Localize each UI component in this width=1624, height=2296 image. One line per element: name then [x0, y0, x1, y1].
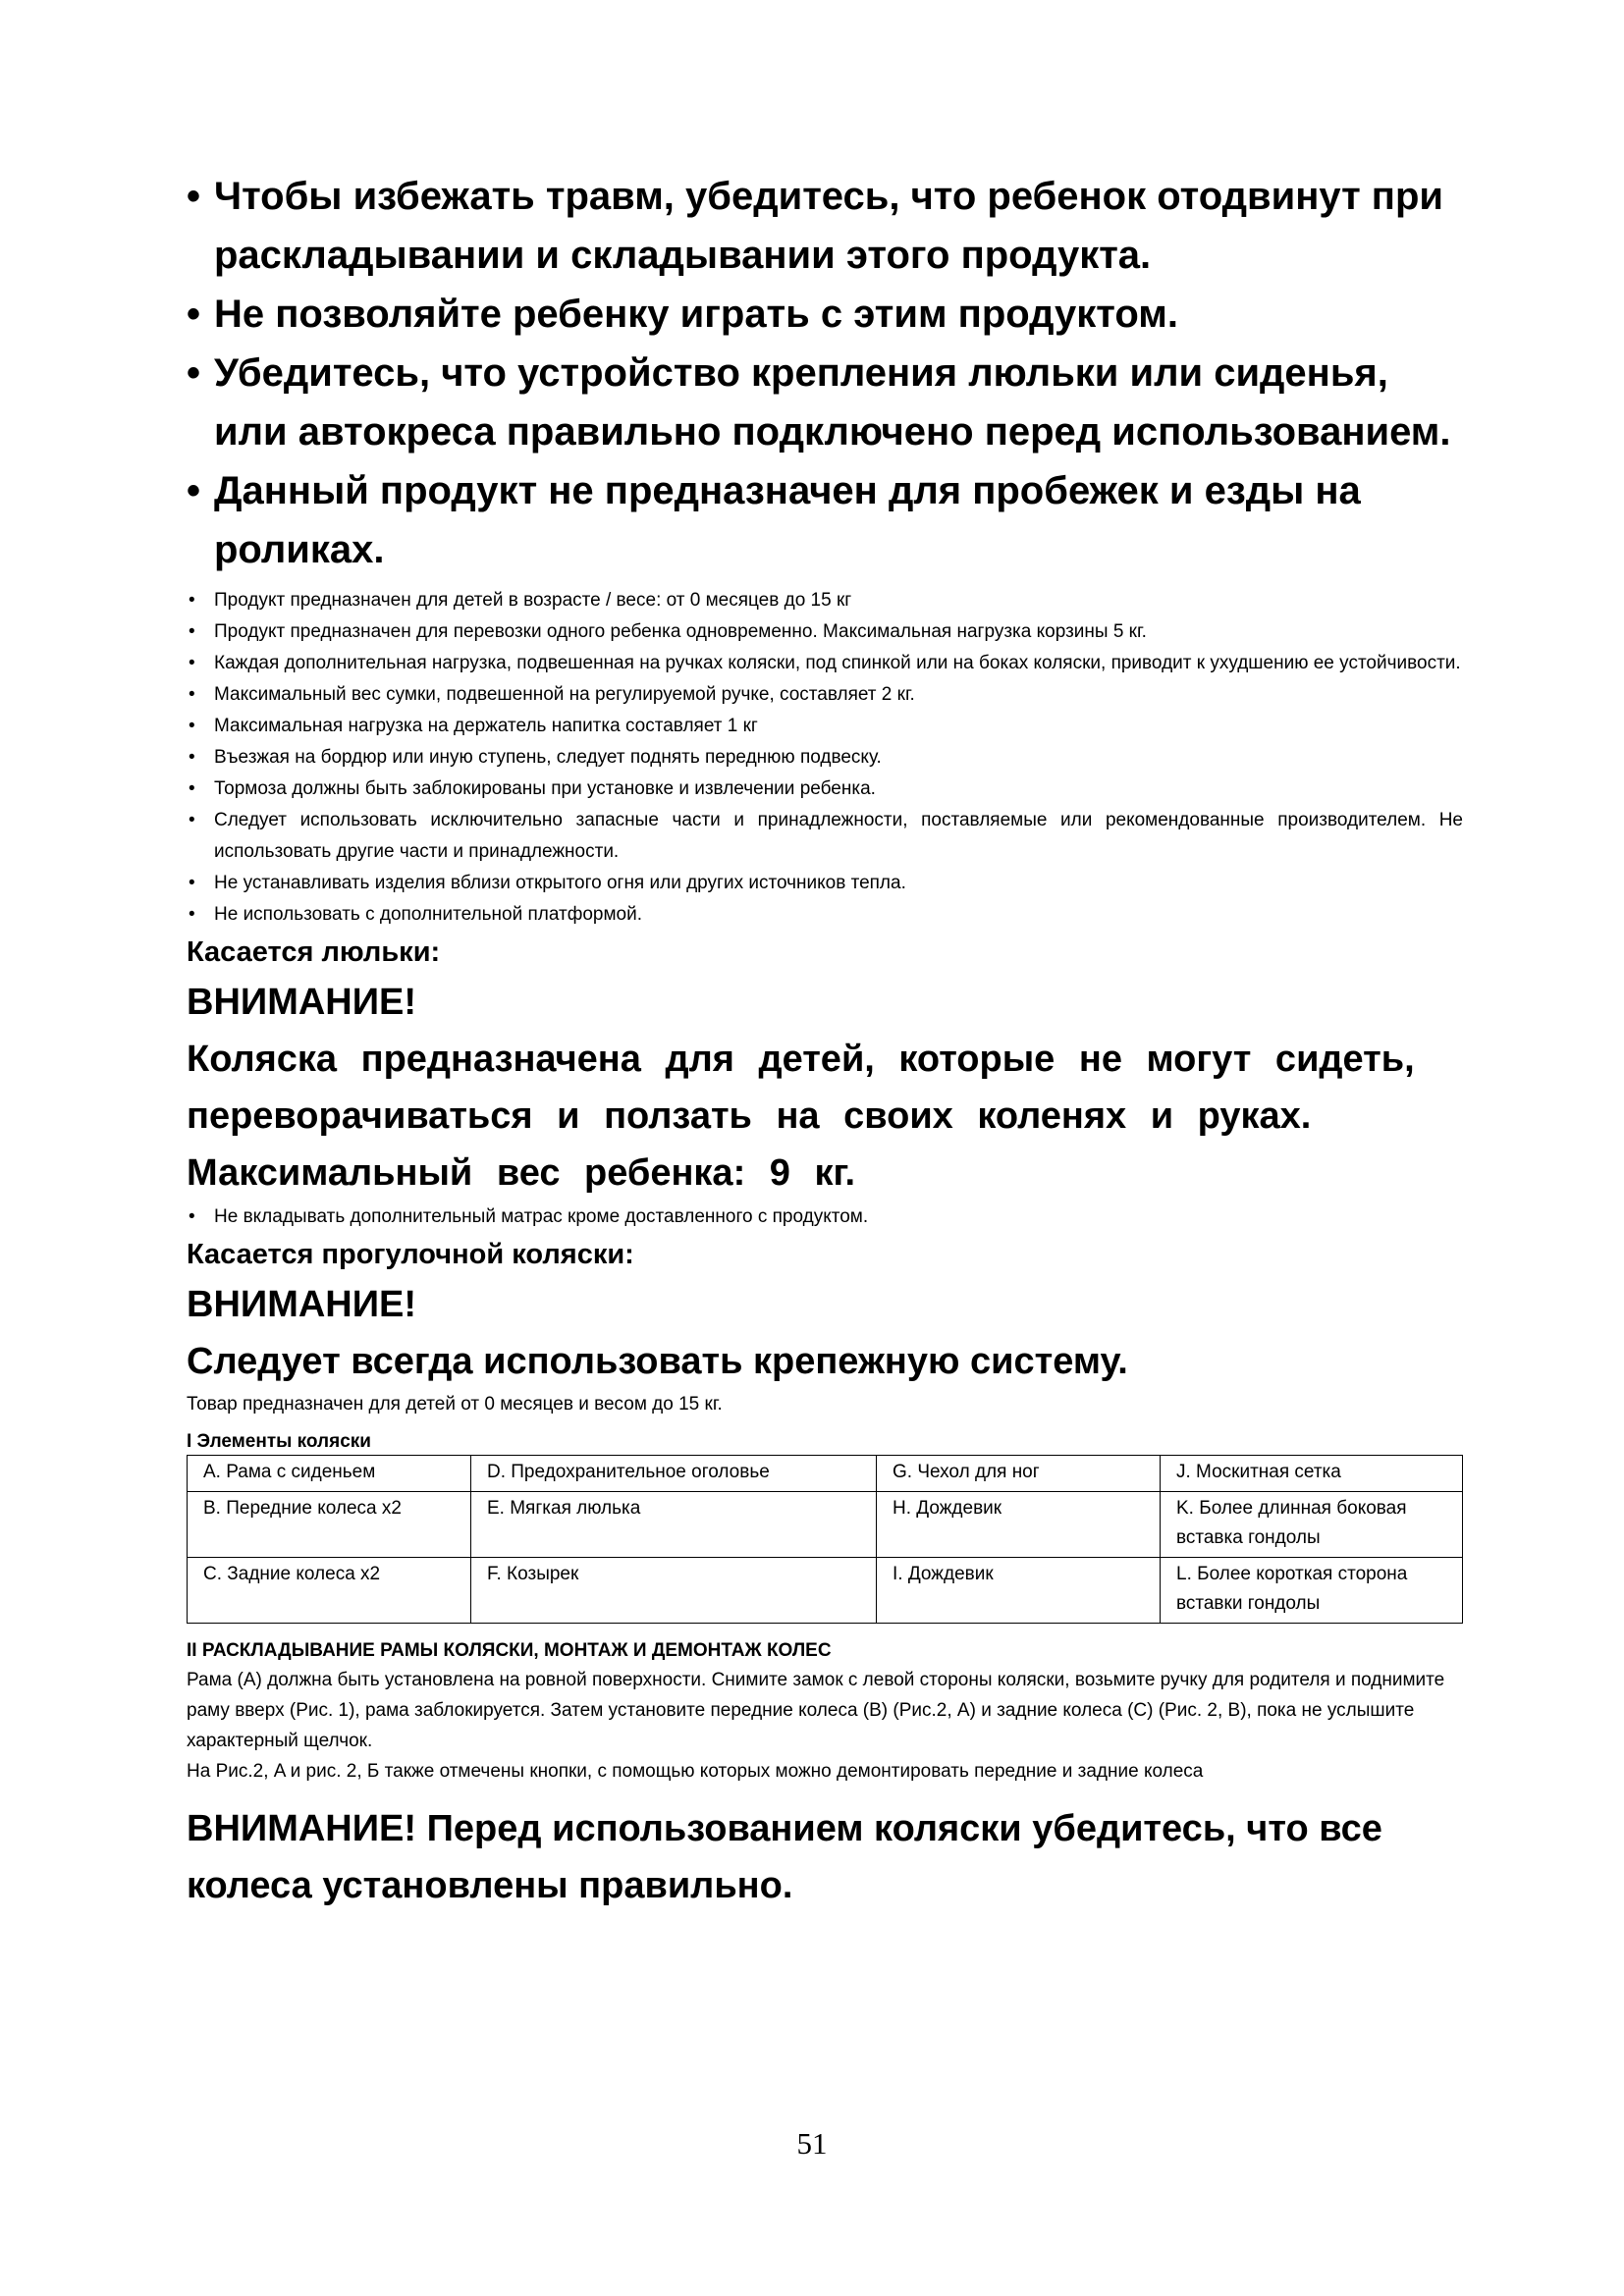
bullet-icon: • — [187, 469, 201, 512]
page-number: 51 — [796, 2126, 828, 2161]
bullet-icon: • — [189, 873, 195, 893]
carrycot-warning-text: Коляска предназначена для детей, которые не могут сидеть, переворачиваться и ползать на своих коленях и руках. Максимальный вес ребенка: 9 кг. — [187, 1039, 1415, 1194]
assembly-paragraph: Рама (A) должна быть установлена на ровной поверхности. Снимите замок с левой стороны коляски, возьмите ручку для родителя и поднимите раму вверх (Рис. 1), рама заблокируется. Затем установите передние колеса (B) (Рис.2, A) и задние колеса (C) (Рис. 2, B), пока не услышите характерный щелчок. — [187, 1670, 1445, 1751]
carrycot-section-label: Касается люльки: — [187, 936, 441, 968]
table-row — [188, 1456, 1463, 1492]
table-cell: B. Передние колеса x2 — [188, 1492, 471, 1558]
table-cell: I. Дождевик — [877, 1558, 1161, 1624]
major-warning-item: • Убедитесь, что устройство крепления люльки или сиденья, или автокреса правильно подключено перед использованием. — [187, 344, 1463, 461]
minor-warning-item: • Максимальная нагрузка на держатель напитка составляет 1 кг — [187, 711, 1463, 742]
table-cell: G. Чехол для ног — [877, 1456, 1161, 1492]
table-cell: H. Дождевик — [877, 1492, 1161, 1558]
bullet-icon: • — [189, 810, 195, 830]
table-cell: C. Задние колеса x2 — [188, 1558, 471, 1624]
minor-warning-item: • Не использовать с дополнительной платформой. — [187, 899, 1463, 931]
final-warning: ВНИМАНИЕ! Перед использованием коляски убедитесь, что все колеса установлены правильно. — [187, 1808, 1382, 1906]
bullet-icon: • — [189, 684, 195, 705]
parts-table-title: I Элементы коляски — [187, 1431, 371, 1452]
assembly-paragraph: На Рис.2, A и рис. 2, Б также отмечены кнопки, с помощью которых можно демонтировать передние и задние колеса — [187, 1761, 1204, 1782]
bullet-icon: • — [189, 590, 195, 611]
table-cell: J. Москитная сетка — [1161, 1456, 1463, 1492]
bullet-icon: • — [189, 653, 195, 673]
bullet-icon: • — [189, 1206, 195, 1227]
stroller-section-label: Касается прогулочной коляски: — [187, 1239, 634, 1270]
bullet-icon: • — [187, 351, 201, 395]
minor-warnings-list — [187, 585, 1463, 931]
bullet-icon: • — [189, 904, 195, 925]
table-row — [188, 1492, 1463, 1558]
bullet-icon: • — [187, 175, 201, 218]
stroller-warning-heading: ВНИМАНИЕ! — [187, 1284, 417, 1325]
major-warning-item: • Не позволяйте ребенку играть с этим продуктом. — [187, 285, 1463, 344]
minor-warning-item: • Въезжая на бордюр или иную ступень, следует поднять переднюю подвеску. — [187, 742, 1463, 774]
table-cell: A. Рама с сиденьем — [188, 1456, 471, 1492]
major-warning-item: • Данный продукт не предназначен для пробежек и езды на роликах. — [187, 461, 1463, 579]
table-cell: D. Предохранительное оголовье — [471, 1456, 877, 1492]
stroller-warning-text: Следует всегда использовать крепежную систему. — [187, 1341, 1128, 1382]
table-row — [188, 1558, 1463, 1624]
bullet-icon: • — [189, 716, 195, 736]
document-page — [187, 167, 1463, 1914]
major-warnings-list — [187, 167, 1463, 579]
carrycot-note-list — [187, 1201, 1463, 1233]
major-warning-item: • Чтобы избежать травм, убедитесь, что ребенок отодвинут при раскладывании и складывании этого продукта. — [187, 167, 1463, 285]
table-cell: F. Козырек — [471, 1558, 877, 1624]
minor-warning-item: • Каждая дополнительная нагрузка, подвешенная на ручках коляски, под спинкой или на боках коляски, приводит к ухудшению ее устойчивости. — [187, 648, 1463, 679]
minor-warning-item: • Не устанавливать изделия вблизи открытого огня или других источников тепла. — [187, 868, 1463, 899]
minor-warning-item: • Продукт предназначен для перевозки одного ребенка одновременно. Максимальная нагрузка корзины 5 кг. — [187, 616, 1463, 648]
bullet-icon: • — [189, 747, 195, 768]
minor-warning-item: • Следует использовать исключительно запасные части и принадлежности, поставляемые или рекомендованные производителем. Не использовать другие части и принадлежности. — [187, 805, 1463, 868]
minor-warning-item: • Тормоза должны быть заблокированы при установке и извлечении ребенка. — [187, 774, 1463, 805]
parts-table — [187, 1455, 1463, 1624]
bullet-icon: • — [187, 293, 201, 336]
minor-warning-item: • Продукт предназначен для детей в возрасте / весе: от 0 месяцев до 15 кг — [187, 585, 1463, 616]
carrycot-note: • Не вкладывать дополнительный матрас кроме доставленного с продуктом. — [187, 1201, 1463, 1233]
assembly-section-title: II РАСКЛАДЫВАНИЕ РАМЫ КОЛЯСКИ, МОНТАЖ И ДЕМОНТАЖ КОЛЕС — [187, 1640, 832, 1661]
table-cell: E. Мягкая люлька — [471, 1492, 877, 1558]
table-cell: K. Более длинная боковая вставка гондолы — [1161, 1492, 1463, 1558]
minor-warning-item: • Максимальный вес сумки, подвешенной на регулируемой ручке, составляет 2 кг. — [187, 679, 1463, 711]
bullet-icon: • — [189, 621, 195, 642]
bullet-icon: • — [189, 778, 195, 799]
carrycot-warning-heading: ВНИМАНИЕ! — [187, 982, 417, 1023]
stroller-note: Товар предназначен для детей от 0 месяцев и весом до 15 кг. — [187, 1394, 723, 1415]
table-cell: L. Более короткая сторона вставки гондолы — [1161, 1558, 1463, 1624]
